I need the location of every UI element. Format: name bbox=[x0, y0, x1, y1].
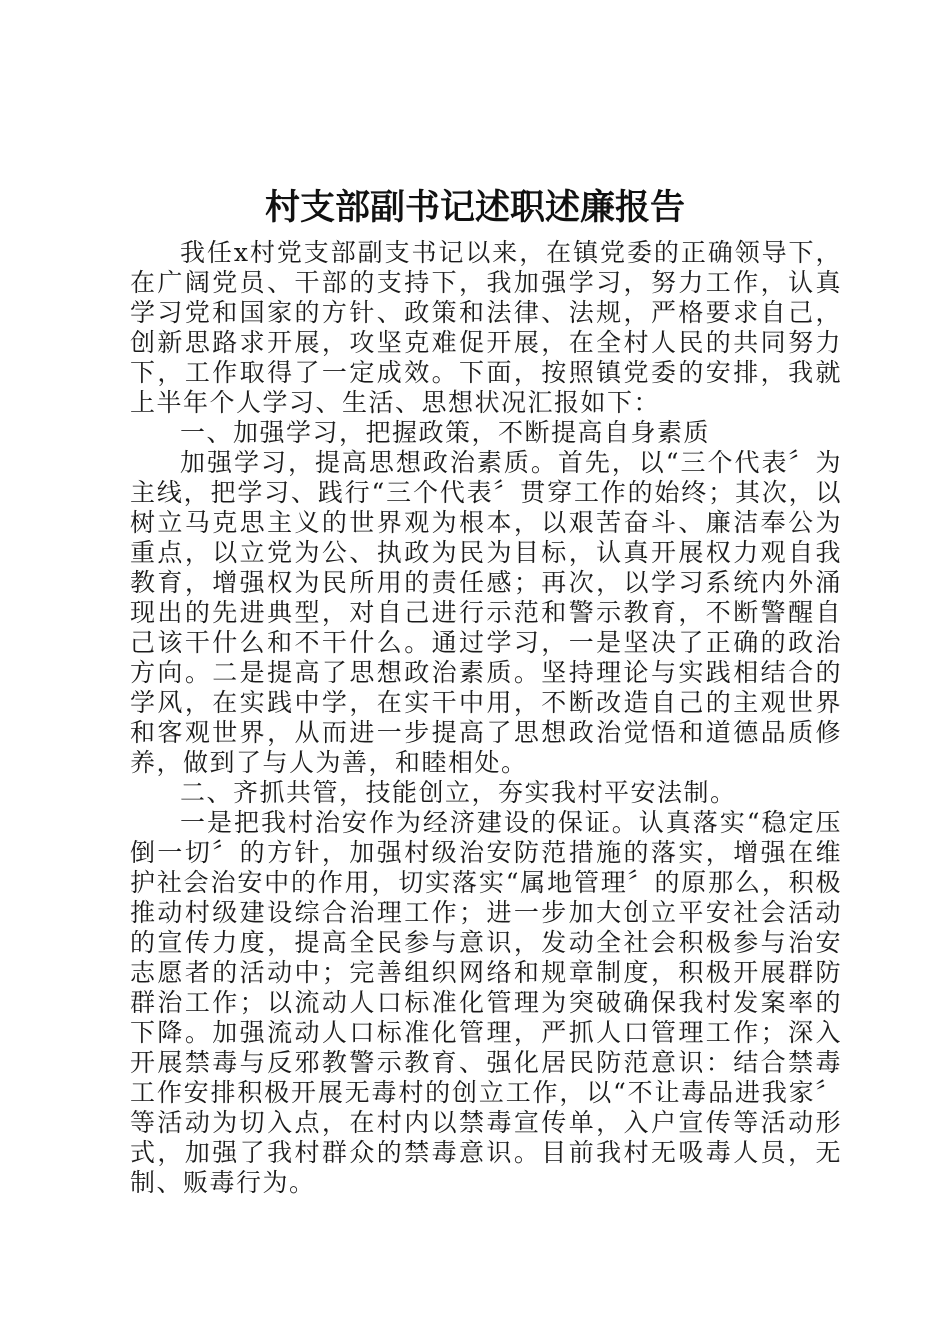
document-body bbox=[130, 238, 842, 1198]
paragraph-intro: 我任x村党支部副支书记以来，在镇党委的正确领导下，在广阔党员、干部的支持下，我加强学习，努力工作，认真学习党和国家的方针、政策和法律、法规，严格要求自己，创新思路求开展，攻坚克难促开展，在全村人民的共同努力下，工作取得了一定成效。下面，按照镇党委的安排，我就上半年个人学习、生活、思想状况汇报如下： bbox=[130, 238, 842, 417]
paragraph-section-1: 加强学习，提高思想政治素质。首先，以“三个代表〞为主线，把学习、践行“三个代表〞贯穿工作的始终；其次，以树立马克思主义的世界观为根本，以艰苦奋斗、廉洁奉公为重点，以立党为公、执政为民为目标，认真开展权力观自我教育，增强权为民所用的责任感；再次，以学习系统内外涌现出的先进典型，对自己进行示范和警示教育，不断警醒自己该干什么和不干什么。通过学习，一是坚决了正确的政治方向。二是提高了思想政治素质。坚持理论与实践相结合的学风，在实践中学，在实干中用，不断改造自己的主观世界和客观世界，从而进一步提高了思想政治觉悟和道德品质修养，做到了与人为善，和睦相处。 bbox=[130, 448, 842, 777]
paragraph-section-2: 一是把我村治安作为经济建设的保证。认真落实“稳定压倒一切〞的方针，加强村级治安防范措施的落实，增强在维护社会治安中的作用，切实落实“属地管理〞的原那么，积极推动村级建设综合治理工作；进一步加大创立平安社会活动的宣传力度，提高全民参与意识，发动全社会积极参与治安志愿者的活动中；完善组织网络和规章制度，积极开展群防群治工作；以流动人口标准化管理为突破确保我村发案率的下降。加强流动人口标准化管理，严抓人口管理工作；深入开展禁毒与反邪教警示教育、强化居民防范意识：结合禁毒工作安排积极开展无毒村的创立工作，以“不让毒品进我家〞等活动为切入点，在村内以禁毒宣传单，入户宣传等活动形式，加强了我村群众的禁毒意识。目前我村无吸毒人员，无制、贩毒行为。 bbox=[130, 808, 842, 1197]
document-title: 村支部副书记述职述廉报告 bbox=[264, 187, 685, 228]
section-heading-2: 二、齐抓共管，技能创立，夯实我村平安法制。 bbox=[180, 778, 737, 807]
section-heading-1: 一、加强学习，把握政策，不断提高自身素质 bbox=[180, 418, 711, 447]
